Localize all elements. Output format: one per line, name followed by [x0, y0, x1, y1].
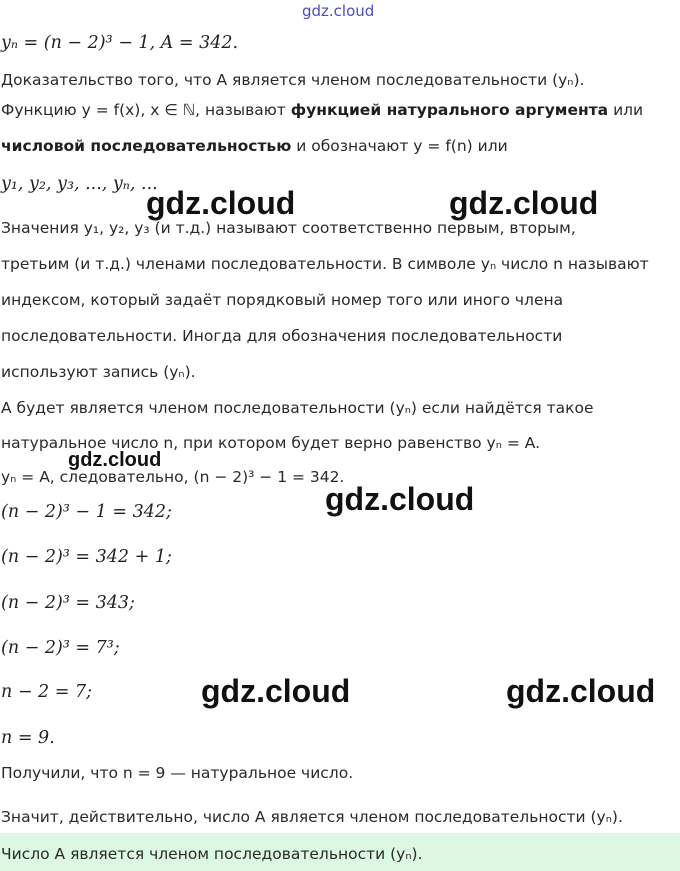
proof-heading: Доказательство того, что A является членом последовательности (yₙ). [1, 71, 585, 89]
equation-setup: yₙ = A, следовательно, (n − 2)³ − 1 = 342. [1, 468, 345, 486]
paragraph-line-7: третьим (и т.д.) членами последовательности. В символе yₙ число n называют [1, 255, 649, 273]
watermark-4: gdz.cloud [325, 481, 475, 517]
paragraph-line-6: Значения y₁, y₂, y₃ (и т.д.) называют соответственно первым, вторым, [1, 219, 576, 237]
final-answer: Число A является членом последовательности (yₙ). [1, 845, 423, 863]
watermark-1: gdz.cloud [146, 185, 296, 221]
watermark-6: gdz.cloud [506, 673, 656, 709]
watermark-top: gdz.cloud [302, 2, 375, 20]
paragraph-line-9: последовательности. Иногда для обозначения последовательности [1, 327, 563, 345]
equation-step-1: (n − 2)³ − 1 = 342; [1, 502, 172, 522]
equation-step-4: (n − 2)³ = 7³; [1, 638, 120, 658]
paragraph-line-10: используют запись (yₙ). [1, 363, 196, 381]
definition-term-2: числовой последовательностью [1, 137, 292, 155]
problem-statement: yₙ = (n − 2)³ − 1, A = 342. [1, 33, 239, 53]
definition-text-2b: и обозначают y = f(n) или [291, 137, 508, 155]
conclusion-line-1: Получили, что n = 9 — натуральное число. [1, 764, 354, 782]
paragraph-line-8: индексом, который задаёт порядковый номер того или иного члена [1, 291, 564, 309]
definition-line-1 [1, 100, 643, 120]
equation-step-3: (n − 2)³ = 343; [1, 593, 135, 613]
equation-result: n = 9. [1, 728, 55, 748]
watermark-3: gdz.cloud [68, 449, 162, 471]
definition-line-2 [1, 136, 508, 156]
equation-step-2: (n − 2)³ = 342 + 1; [1, 547, 172, 567]
definition-text-1c: или [608, 101, 644, 119]
equation-step-5: n − 2 = 7; [1, 682, 93, 702]
conclusion-line-2: Значит, действительно, число A является членом последовательности (yₙ). [1, 808, 623, 826]
watermark-2: gdz.cloud [449, 185, 599, 221]
definition-term-1: функцией натурального аргумента [290, 101, 609, 119]
condition-line-1: A будет является членом последовательности (yₙ) если найдётся такое [1, 399, 594, 417]
watermark-5: gdz.cloud [201, 673, 351, 709]
condition-line-2: натуральное число n, при котором будет верно равенство yₙ = A. [1, 434, 540, 452]
sequence-notation: y₁, y₂, y₃, ..., yₙ, ... [1, 174, 158, 194]
definition-text-1a: Функцию y = f(x), x ∈ ℕ, называют [1, 101, 291, 119]
